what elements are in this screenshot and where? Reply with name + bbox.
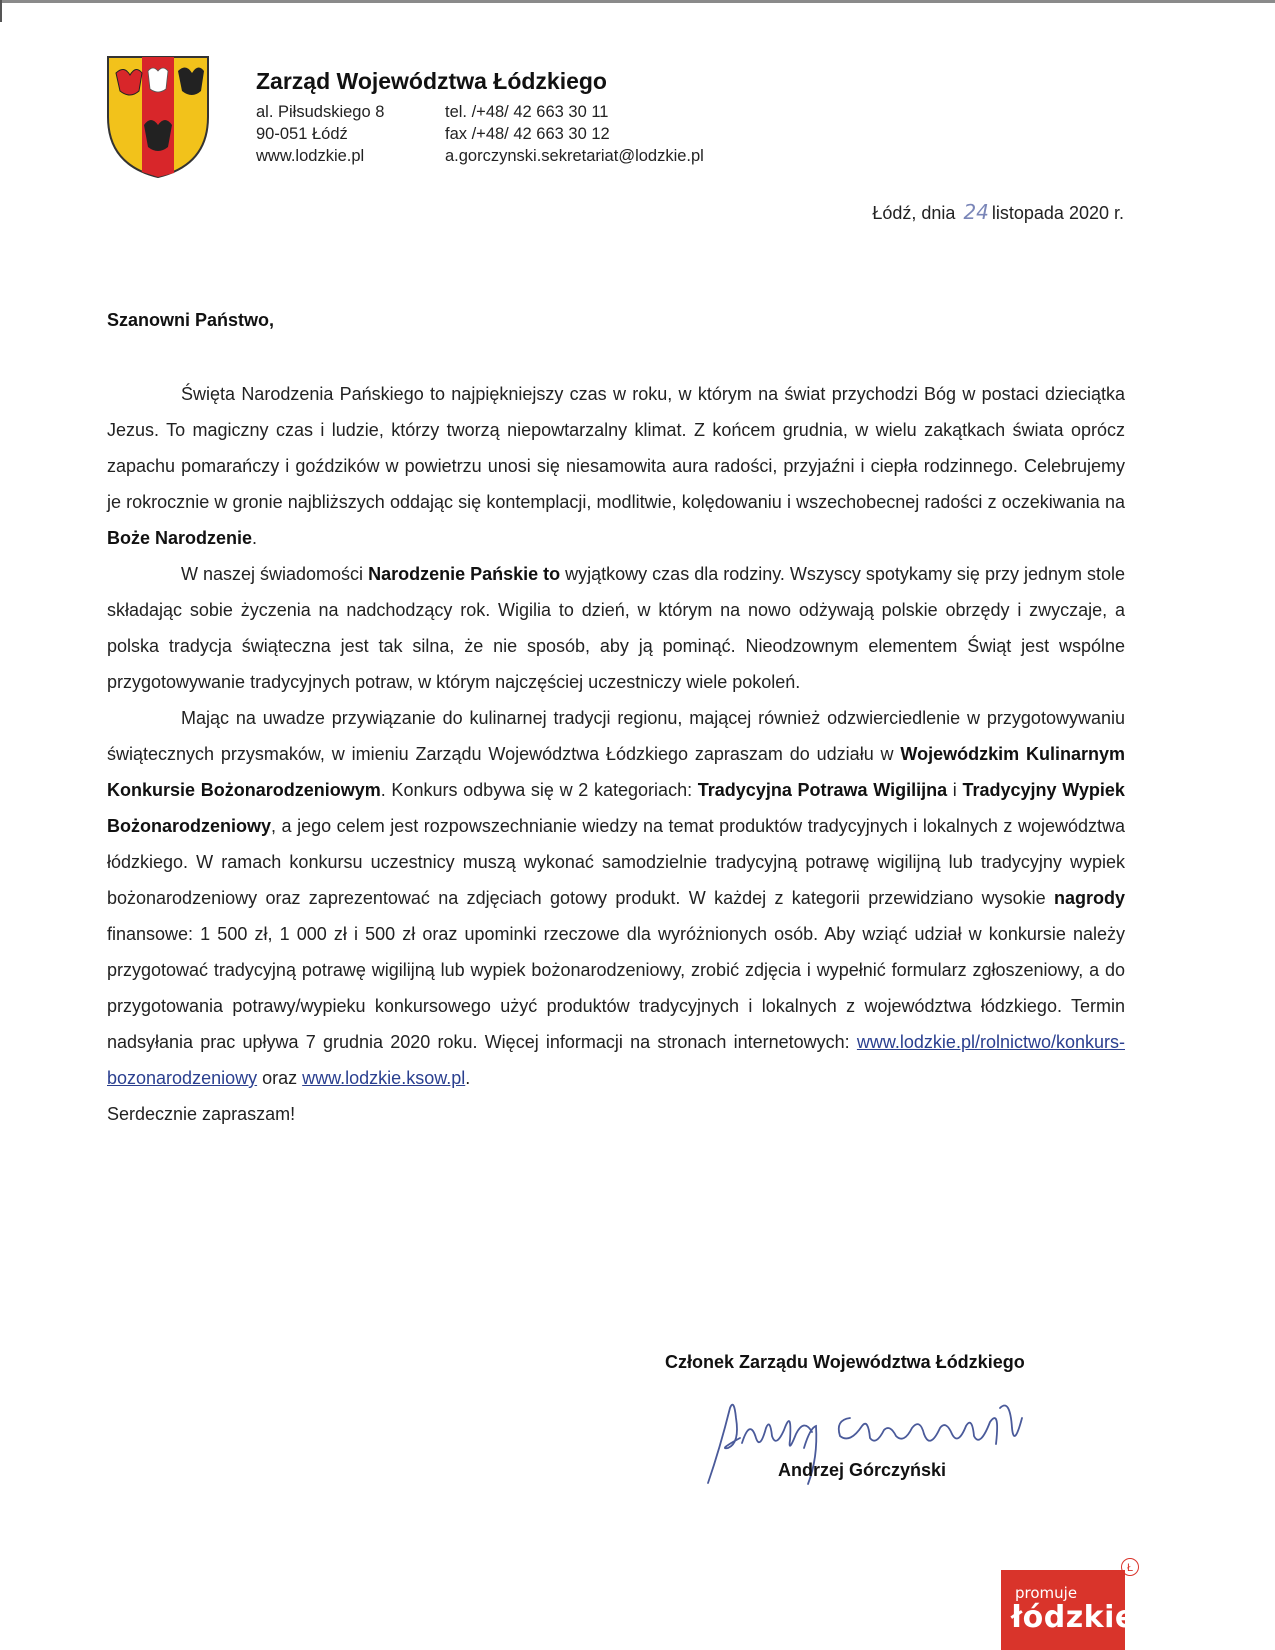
p1-text: Święta Narodzenia Pańskiego to najpiękniejszy czas w roku, w którym na świat przychodzi Bóg w postaci dzieciątka Jezus. To magiczny czas i ludzie, którzy tworzą niepowtarzalny klimat. Z końcem grudnia, w wielu zakątkach świata oprócz zapachu pomarańczy i goździków w powietrzu unosi się niesamowita aura radości, przyjaźni i ciepła rodzinnego. Celebrujemy je rokrocznie w gronie najbliższych oddając się kontemplacji, modlitwie, kolędowaniu i wszechobecnej radości z oczekiwania na (107, 384, 1125, 512)
fax: fax /+48/ 42 663 30 12 (445, 125, 610, 143)
p3-e: i (952, 780, 957, 800)
date-suffix: listopada 2020 r. (991, 203, 1124, 223)
address-block (256, 101, 384, 167)
date-day-handwritten: 24 (963, 200, 989, 224)
paragraph-1 (107, 376, 1125, 556)
signatory-role: Członek Zarządu Województwa Łódzkiego (665, 1352, 1025, 1372)
p3-contest-name: Wojewódzkim Kulinarnym Konkursie Bożonarodzeniowym (107, 744, 1125, 800)
paragraph-2 (107, 556, 1125, 700)
p3-k: . (465, 1068, 471, 1088)
p3-category-2: Tradycyjny Wypiek Bożonarodzeniowy (107, 780, 1125, 836)
promo-logo (1001, 1558, 1139, 1650)
p2-c: wyjątkowy czas dla rodziny. Wszyscy spotykamy się przy jednym stole składając sobie życzenia na nadchodzący rok. Wigilia to dzień, w którym na nowo odżywają polskie obrzędy i zwyczaje, a polska tradycja świąteczna jest tak silna, że nie sposób, aby ją pominąć. Nieodzownym elementem Świąt jest wspólne przygotowywanie tradycyjnych potraw, w którym najczęściej uczestniczy wiele pokoleń. (107, 564, 1125, 692)
date-prefix: Łódź, dnia (872, 203, 956, 223)
signatory-name: Andrzej Górczyński (778, 1460, 947, 1480)
coat-of-arms-icon (106, 55, 210, 179)
letter-body (107, 376, 1125, 1132)
letter-date (872, 200, 1124, 224)
p3-j: oraz (262, 1068, 298, 1088)
phone: tel. /+48/ 42 663 30 11 (445, 103, 609, 121)
closing-line: Serdecznie zapraszam! (107, 1104, 296, 1124)
promo-logo-big: łódzkie (1011, 1600, 1136, 1635)
p1-end: . (252, 528, 258, 548)
promo-logo-small: promuje (1015, 1584, 1078, 1602)
organization-name: Zarząd Województwa Łódzkiego (256, 68, 607, 94)
website: www.lodzkie.pl (256, 147, 365, 165)
p1-bold: Boże Narodzenie (107, 528, 253, 548)
paragraph-3 (107, 700, 1125, 1096)
p3-category-1: Tradycyjna Potrawa Wigilijna (697, 780, 948, 800)
p3-c: . Konkurs odbywa się w 2 kategoriach: (380, 780, 693, 800)
contact-block (445, 101, 704, 167)
promo-mark-icon: Ł (1121, 1558, 1139, 1576)
scan-top-edge (0, 0, 1275, 3)
email: a.gorczynski.sekretariat@lodzkie.pl (445, 147, 704, 165)
scan-left-edge (0, 0, 2, 22)
p3-i: finansowe: 1 500 zł, 1 000 zł i 500 zł oraz upominki rzeczowe dla wyróżnionych osób. Aby wziąć udział w konkursie należy przygotować tradycyjną potrawę wigilijną lub wypiek bożonarodzeniowy, zrobić zdjęcia i wypełnić formularz zgłoszeniowy, a do przygotowania potrawy/wypieku konkursowego użyć produktów tradycyjnych i lokalnych z województwa łódzkiego. Termin nadsyłania prac upływa 7 grudnia 2020 roku. Więcej informacji na stronach internetowych: (107, 924, 1125, 1052)
salutation: Szanowni Państwo, (107, 310, 275, 330)
ksow-link[interactable]: www.lodzkie.ksow.pl (302, 1068, 466, 1088)
contest-link[interactable]: www.lodzkie.pl/rolnictwo/konkurs-bozonarodzeniowy (107, 1032, 1125, 1088)
p3-g: , a jego celem jest rozpowszechnianie wiedzy na temat produktów tradycyjnych i lokalnych z województwa łódzkiego. W ramach konkursu uczestnicy muszą wykonać samodzielnie tradycyjną potrawę wigilijną lub tradycyjny wypiek bożonarodzeniowy oraz zaprezentować na zdjęciach gotowy produkt. W każdej z kategorii przewidziano wysokie (107, 816, 1125, 908)
p3-prizes: nagrody (1053, 888, 1125, 908)
p2-bold: Narodzenie Pańskie to (368, 564, 561, 584)
p2-a: W naszej świadomości (181, 564, 364, 584)
p3-a: Mając na uwadze przywiązanie do kulinarnej tradycji regionu, mającej również odzwierciedlenie w przygotowywaniu świątecznych przysmaków, w imieniu Zarządu Województwa Łódzkiego zapraszam do udziału w (107, 708, 1125, 764)
postal-city: 90-051 Łódź (256, 125, 348, 143)
street-address: al. Piłsudskiego 8 (256, 103, 385, 121)
